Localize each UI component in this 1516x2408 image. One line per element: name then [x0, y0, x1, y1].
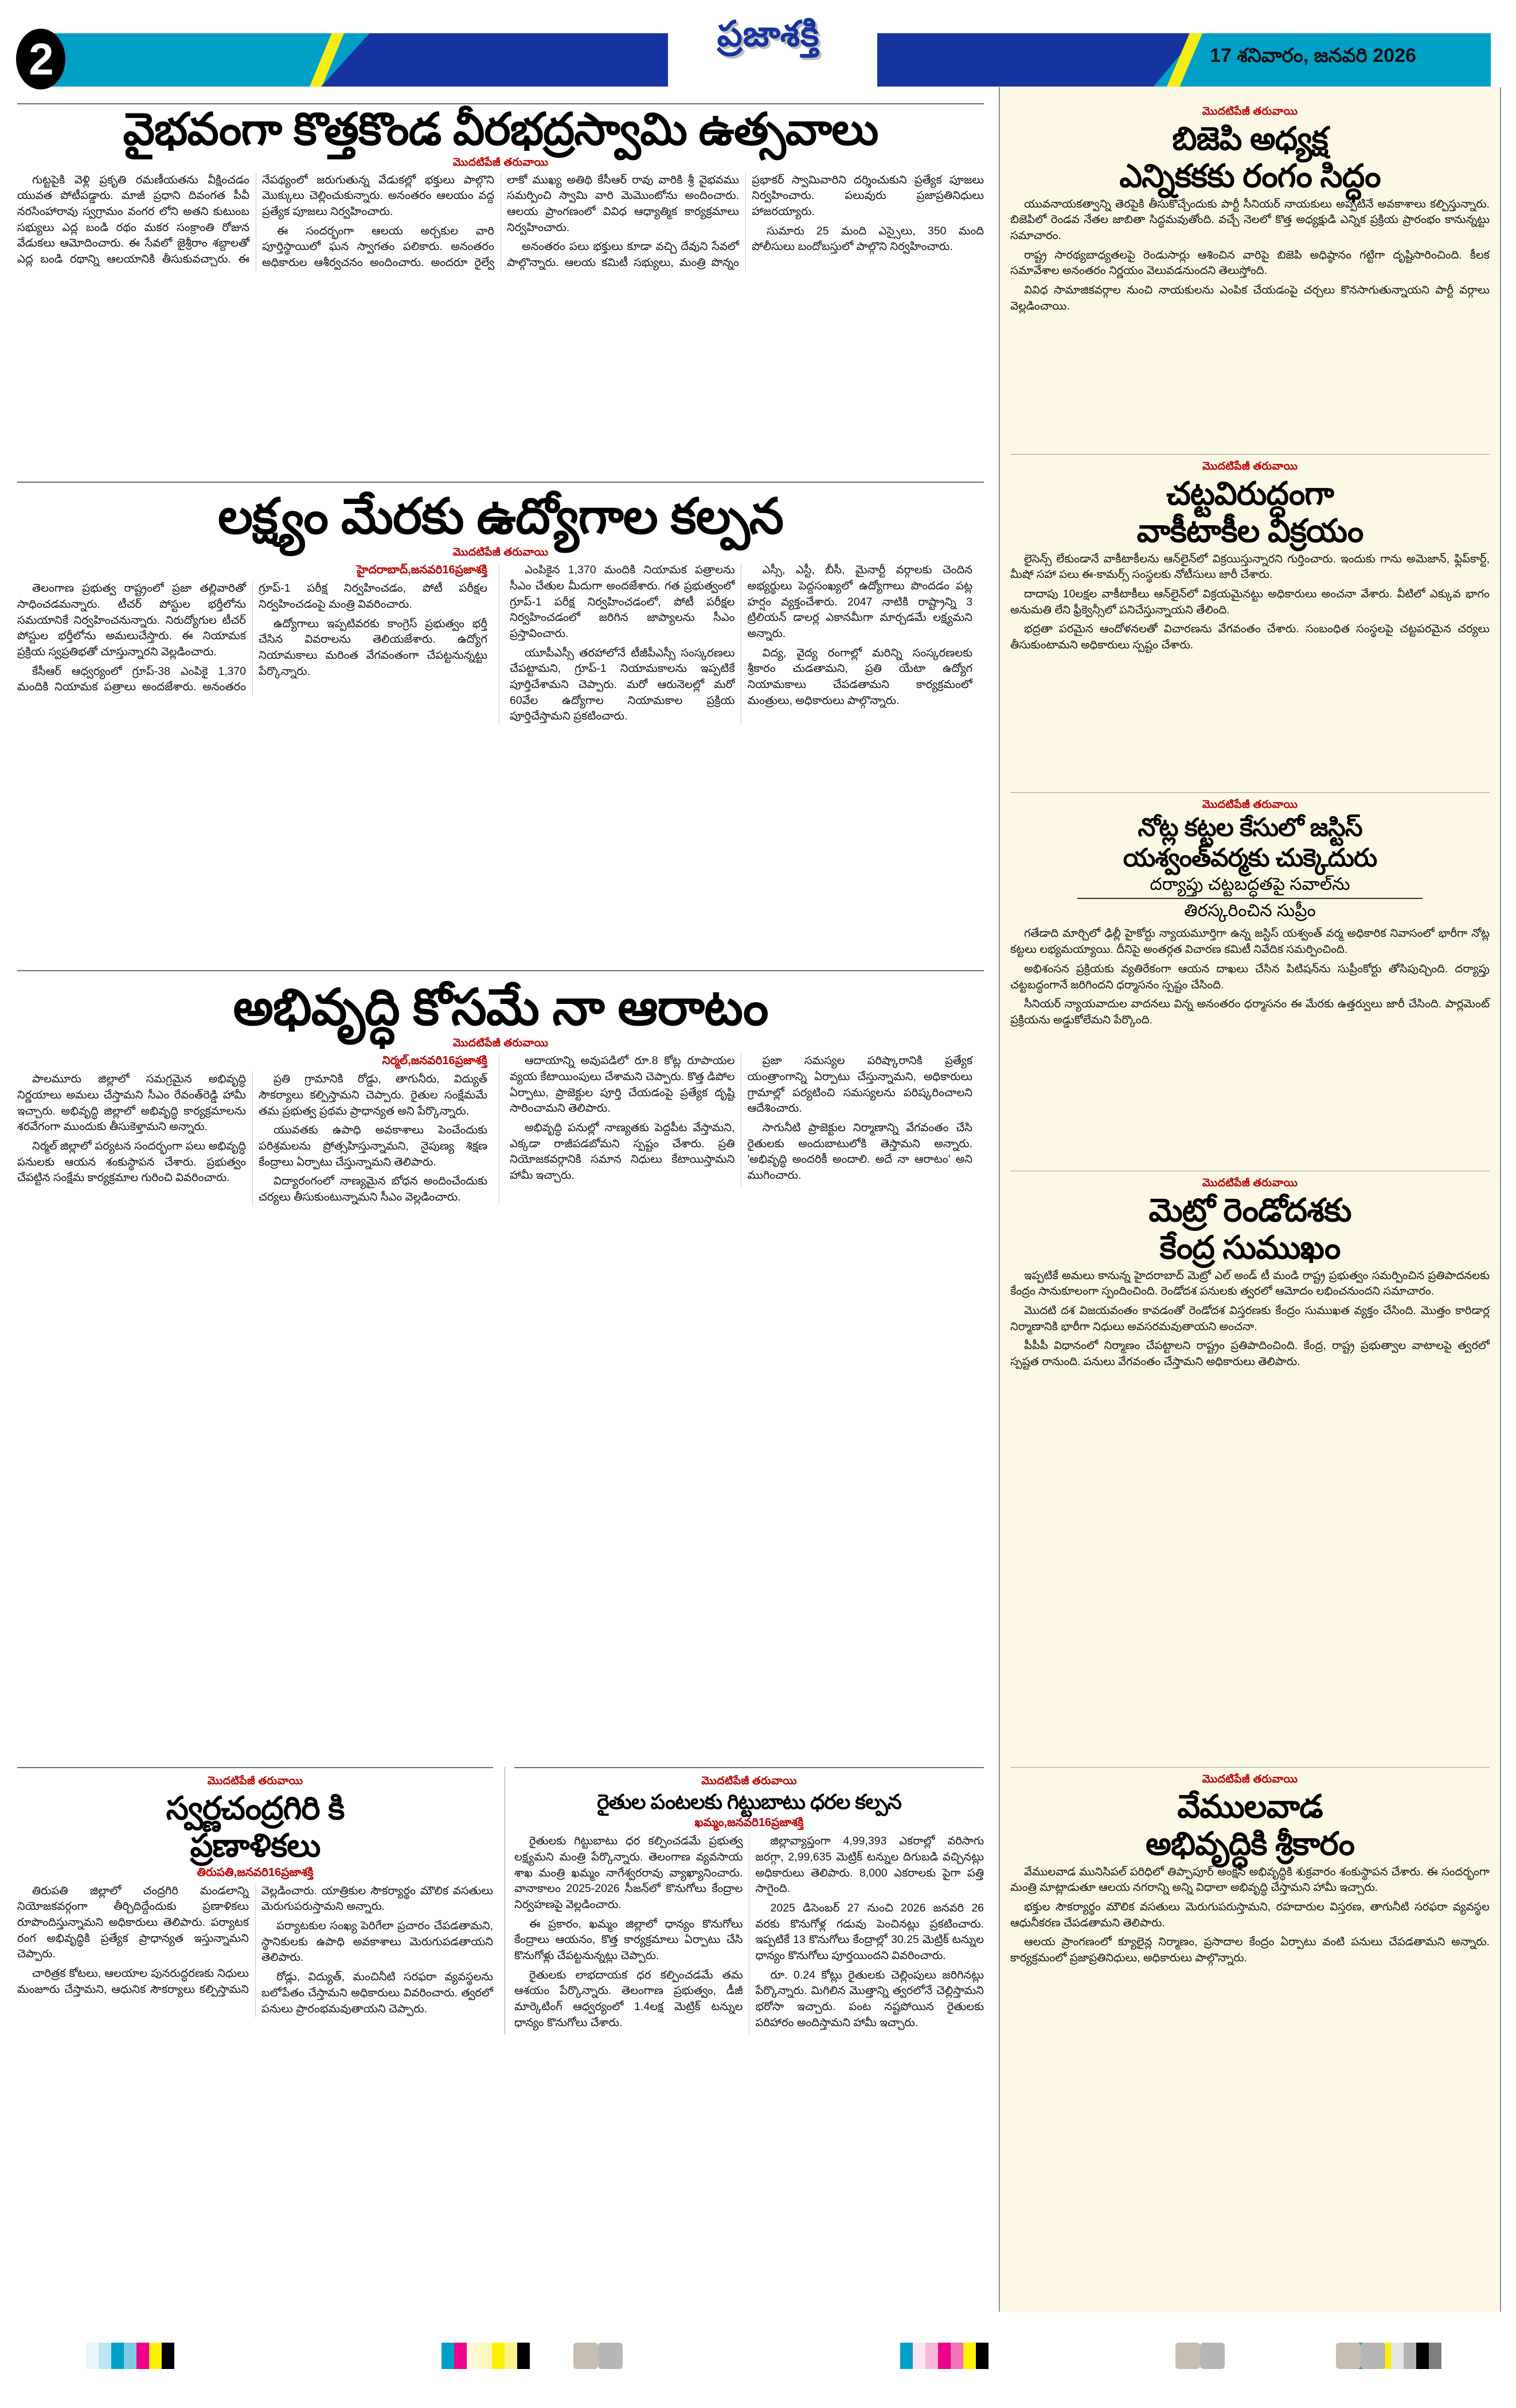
- article-right-half: [499, 562, 972, 725]
- article-headline-line1: చట్టవిరుద్ధంగా: [1166, 475, 1334, 511]
- article-body: [1010, 1268, 1490, 1370]
- color-swatch: [1404, 2343, 1416, 2369]
- masthead: [0, 0, 1516, 87]
- color-swatch: [938, 2343, 951, 2369]
- article-right-half: [499, 1053, 972, 1206]
- paragraph: ఈ ప్రకారం, ఖమ్మం జిల్లాలో ధాన్యం కొనుగోలు కేంద్రాలు ఆయనం, కొత్త కార్యక్రమాలు ఏర్పాటు చేసి కొనుగోళ్లు చేపట్టనున్నట్లు చెప్పారు.: [514, 1917, 743, 1962]
- article-jobs-creation: [17, 482, 984, 725]
- paragraph: గుట్టపైకి వెళ్లి ప్రకృతి రమణీయతను వీక్షించడం యువత పోటీపడ్డారు. మాజీ ప్రధాని దివంగత పీవీ నరసింహారావు స్వగ్రామం వంగర లోని అతని కుటుంబ సభ్యులు ఎద్ల బండి రథం మకర సంక్రాంతి రోజున వేడుకలు ఆమోదించారు. ఈ సేవలో జైశ్రీరాం శబ్దాలతో ఎద్ల బండి రథాన్ని ఆలయానికి తీసుకువచ్చారు. ఈ నేపథ్యంలో జరుగుతున్న వేడుకల్లో భక్తులు పాల్గొని మొక్కులు చెల్లించుకున్నారు. అనంతరం ఆలయం వద్ద ప్రత్యేక పూజలు నిర్వహించారు.: [17, 173, 494, 266]
- color-swatch: [1416, 2343, 1429, 2369]
- registration-dot-3: [1336, 2343, 1385, 2369]
- color-swatch: [505, 2343, 517, 2369]
- article-kicker: మొదటిపేజీ తరువాయి: [701, 1775, 797, 1787]
- article-swarnachandragiri: [17, 1767, 493, 2017]
- article-bjp-president-election: [1010, 103, 1490, 318]
- color-swatch: [441, 2343, 454, 2369]
- paragraph: తెలంగాణ ప్రభుత్వ రాష్ట్రంలో ప్రజా తల్లివారితో సాధించడమన్నారు. టీచర్ పోస్టుల భర్తీలోను సమయానికే నిర్వహించనున్నారు. నిరుద్యోగుల టీచర్ పోస్టుల భర్తీలోను అమలుచేస్తారు. ఈ నియామక ప్రక్రియ స్వప్రతిభతో చూస్తున్నారని వెల్లడించారు.: [17, 582, 246, 658]
- article-justice-yashwant-varma-cash-case: [1010, 792, 1490, 1032]
- rule-top: [1010, 792, 1490, 793]
- color-swatch: [976, 2343, 988, 2369]
- article-left-half: [17, 1053, 487, 1206]
- article-vemulawada-development: [1010, 1767, 1490, 1970]
- article-headline-line1: నోట్ల కట్టల కేసులో జస్టిస్: [1138, 814, 1362, 842]
- article-kicker: మొదటిపేజీ తరువాయి: [1202, 799, 1298, 811]
- article-subhead-line2: తిరస్కరించిన సుప్రీం: [1184, 901, 1316, 920]
- color-swatch: [124, 2343, 136, 2369]
- paragraph: రోడ్లు, విద్యుత్, మంచినీటి సరఫరా వ్యవస్థలను బలోపేతం చేస్తామని అధికారులు వివరించారు. త్వరలో పనులు ప్రారంభమవుతాయని చెప్పారు.: [261, 1971, 493, 2015]
- article-body: [17, 173, 984, 271]
- paragraph: రూ. 0.24 కోట్లు రైతులకు చెల్లింపులు జరిగినట్లు పేర్కొన్నారు. మిగిలిన మొత్తాన్ని త్వరలోనే చెల్లిస్తామని భరోసా ఇచ్చారు. పంట నష్టపోయిన రైతులకు పరిహారం అందిస్తామని హామీ ఇచ్చారు.: [755, 1968, 984, 2029]
- article-kicker: మొదటిపేజీ తరువాయి: [452, 1037, 549, 1050]
- color-registration-bar: [0, 2343, 1516, 2377]
- registration-dot-1: [573, 2343, 623, 2369]
- article-headline-line2: ఎన్నికకకు రంగం సిద్ధం: [1119, 158, 1381, 194]
- page-sheet: [0, 87, 1516, 2329]
- paragraph: సాగునీటి ప్రాజెక్టుల నిర్మాణాన్ని వేగవంతం చేసి రైతులకు అందుబాటులోకి తెస్తామని అన్నారు. 'అభివృద్ధి అందరికీ అందాలి. అదే నా ఆరాటం' అని ముగించారు.: [747, 1121, 972, 1182]
- article-kicker: మొదటిపేజీ తరువాయి: [1202, 460, 1298, 472]
- paragraph: భద్రతా పరమైన ఆందోళనలతో విచారణను వేగవంతం చేశారు. సంబంధిత సంస్థలపై చట్టపరమైన చర్యలు తీసుకుంటామని అధికారులు స్పష్టం చేశారు.: [1010, 623, 1490, 652]
- paragraph: అనంతరం పలు భక్తులు కూడా వచ్చి దేవుని సేవలో పాల్గొన్నారు. ఆలయ కమిటీ సభ్యులు, మంత్రి పొన్నం ప్రభాకర్ స్వామివారిని దర్శించుకుని ప్రత్యేక పూజలు నిర్వహించారు. పలువురు ప్రజాప్రతినిధులు హాజరయ్యారు.: [507, 173, 984, 269]
- registration-dot-half: [1361, 2343, 1385, 2369]
- article-dateline: ఖమ్మం,జనవరి16ప్రజాశక్తి: [694, 1816, 804, 1830]
- paragraph: విద్య, వైద్య రంగాల్లో మరిన్ని సంస్కరణలకు శ్రీకారం చుడతామని, ప్రతి యేటా ఉద్యోగ నియామకాలు చేపడతామని కార్యక్రమంలో మంత్రులు, అధికారులు పాల్గొన్నారు.: [747, 646, 972, 707]
- masthead-band-right-blue: [877, 33, 1198, 87]
- article-body: [1010, 197, 1490, 315]
- paragraph: వివిధ సామాజికవర్గాల నుంచి నాయకులను ఎంపిక చేయడంపై చర్చలు కొనసాగుతున్నాయని పార్టీ వర్గాలు వెల్లడించాయి.: [1010, 284, 1490, 312]
- paragraph: వేములవాడ మునిసిపల్ పరిధిలో తిప్పాపూర్ అంక్షన్ అభివృద్ధికి శుక్రవారం శంకుస్థాపన చేశారు. ఈ సందర్భంగా మంత్రి మాట్లాడుతూ ఆలయ నగరాన్ని అన్ని విధాలా అభివృద్ధి చేస్తామని హామీ ఇచ్చారు.: [1010, 1865, 1490, 1894]
- paragraph: సుమారు 25 మంది ఎస్సైలు, 350 మంది పోలీసులు బందోబస్తులో పాల్గొని నిర్వహించారు.: [752, 224, 984, 253]
- paragraph: విద్యారంగంలో నాణ్యమైన బోధన అందించేందుకు చర్యలు తీసుకుంటున్నామని సీఎం వెల్లడించారు.: [259, 1175, 487, 1204]
- article-body-continued: [510, 1053, 972, 1187]
- paragraph: ఎంపికైన 1,370 మందికి నియామక పత్రాలను సీఎం చేతుల మీదుగా అందజేశారు. గత ప్రభుత్వంలో గ్రూప్-1 పరీక్ష నిర్వహించడంలో, పోటీ పరీక్షల నిర్వహించడంలో జరిగిన జాప్యాలను సీఎం ప్రస్తావించారు.: [510, 564, 735, 640]
- paragraph: భక్తుల సౌకర్యార్థం మౌలిక వసతులు మెరుగుపరుస్తామని, రహదారుల విస్తరణ, తాగునీటి సరఫరా వ్యవస్థల ఆధునీకరణ చేపడతామని తెలిపారు.: [1010, 1901, 1490, 1929]
- subhead-divider: [1077, 898, 1423, 899]
- paragraph: గతేడాది మార్చిలో ఢిల్లీ హైకోర్టు న్యాయమూర్తిగా ఉన్న జస్టిస్ యశ్వంత్ వర్మ అధికారిక నివాసంలో భారీగా నోట్ల కట్టలు లభ్యమయ్యాయి. దీనిపై అంతర్గత విచారణ కమిటీ నివేదిక సమర్పించింది.: [1010, 927, 1490, 956]
- color-swatch: [454, 2343, 467, 2369]
- article-dateline: తిరుపతి,జనవరి16ప్రజాశక్తి: [197, 1866, 314, 1879]
- article-headline-line2: యశ్వంత్‌వర్మకు చుక్కెదురు: [1123, 843, 1377, 872]
- registration-dot-half: [1175, 2343, 1200, 2369]
- registration-dot-half: [573, 2343, 598, 2369]
- article-body: [17, 1072, 487, 1206]
- paragraph: తిరుపతి జిల్లాలో చంద్రగిరి మండలాన్ని నియోజకవర్గంగా తీర్చిదిద్దేందుకు ప్రణాళికలు రూపొందిస్తున్నామని అధికారులు తెలిపారు. పర్యాటక రంగ అభివృద్ధికి ప్రత్యేక ప్రాధాన్యత ఇస్తున్నామని చెప్పారు.: [17, 1884, 249, 1961]
- color-swatch: [951, 2343, 963, 2369]
- registration-dot-2: [1175, 2343, 1225, 2369]
- article-headline-line1: స్వర్ణచంద్రగిరి కి: [166, 1790, 345, 1826]
- color-swatch: [963, 2343, 976, 2369]
- article-columns-wrapper: [17, 562, 984, 725]
- paragraph: దాదాపు 10లక్షల వాకీటాకీలు ఆన్‌లైన్‌లో విక్రయమైనట్టు అధికారులు అంచనా వేశారు. వీటిలో ఎక్కువ భాగం అనుమతి లేని ఫ్రీక్వెన్సీలో పనిచేస్తున్నాయని తేలింది.: [1010, 588, 1490, 616]
- color-swatch-group-1: [86, 2343, 174, 2369]
- article-headline-line2: వాకీటాకీల విక్రయం: [1136, 513, 1363, 549]
- paragraph: పీపీపీ విధానంలో నిర్మాణం చేపట్టాలని రాష్ట్రం ప్రతిపాదించింది. కేంద్ర, రాష్ట్ర ప్రభుత్వాల వాటాలపై త్వరలో స్పష్టత రానుంది. పనులు వేగవంతం చేస్తామని అధికారులు తెలిపారు.: [1010, 1339, 1490, 1369]
- article-headline: లక్ష్యం మేరకు ఉద్యోగాల కల్పన: [217, 489, 784, 544]
- article-development-struggle: [17, 970, 984, 1206]
- article-body: [514, 1834, 984, 2034]
- article-headline-line1: మెట్రో రెండోదశకు: [1148, 1192, 1351, 1228]
- article-headline: రైతుల పంటలకు గిట్టుబాటు ధరల కల్పన: [597, 1790, 901, 1813]
- article-headline-line2: అభివృద్ధికి శ్రీకారం: [1146, 1825, 1354, 1862]
- color-swatch: [925, 2343, 938, 2369]
- article-body: [1010, 552, 1490, 654]
- color-swatch: [136, 2343, 149, 2369]
- article-body: [1010, 926, 1490, 1028]
- newspaper-title: ప్రజాశక్తి: [717, 14, 820, 54]
- color-swatch: [86, 2343, 99, 2369]
- article-body-continued: [510, 562, 972, 725]
- paragraph: రాష్ట్ర సారథ్యబాధ్యతలపై రెండుసార్లు ఆశించిన వారిపై బిజెపి అధిష్ఠానం గట్టిగా దృష్టిసారించింది. కీలక సమావేశాల అనంతరం నిర్ణయం వెలువడనుందని తెలుస్తోంది.: [1010, 248, 1490, 277]
- article-headline-line1: వేములవాడ: [1177, 1788, 1323, 1824]
- color-swatch: [149, 2343, 162, 2369]
- masthead-band-left-blue: [321, 33, 668, 87]
- color-swatch: [479, 2343, 492, 2369]
- rule-top: [17, 1767, 493, 1768]
- paragraph: 2025 డిసెంబర్ 27 నుంచి 2026 జనవరి 26 వరకు కొనుగోళ్ల గడువు పెంచినట్లు ప్రకటించారు. ఇప్పటికే 13 కొనుగోలు కేంద్రాల్లో 30.25 మెట్రిక్ టన్నుల ధాన్యం కొనుగోలు పూర్తయిందని వివరించారు.: [755, 1901, 984, 1962]
- article-farmer-prices: [505, 1767, 984, 2034]
- article-dateline: హైదరాబాద్,జనవరి16ప్రజాశక్తి: [356, 564, 487, 577]
- article-headline-line2: కేంద్ర సుముఖం: [1159, 1229, 1341, 1266]
- paragraph: ఇప్పటికే అమలు కానున్న హైదరాబాద్ మెట్రో ఎల్ అండ్ టీ మండి రాష్ట్ర ప్రభుత్వం సమర్పించిన ప్రతిపాదనలకు కేంద్రం సానుకూలంగా స్పందించింది. రెండోదశ పనులకు త్వరలో ఆమోదం లభించనుందని సమాచారం.: [1010, 1269, 1490, 1298]
- paragraph: ఎస్సీ, ఎస్టీ, బీసీ, మైనార్టీ వర్గాలకు చెందిన అభ్యర్థులు పెద్దసంఖ్యలో ఉద్యోగాలు పొందడం పట్ల హర్షం వ్యక్తంచేశారు. 2047 నాటికి రాష్ట్రాన్ని 3 ట్రిలియన్ డాలర్ల ఎకానమీగా మార్చడమే లక్ష్యమని అన్నారు.: [747, 564, 972, 640]
- rule-top: [514, 1767, 984, 1768]
- article-body: [17, 581, 487, 695]
- paragraph: మొదటి దశ విజయవంతం కావడంతో రెండోదశ విస్తరణకు కేంద్రం సుముఖత వ్యక్తం చేసింది. మొత్తం కారిడార్ల నిర్మాణానికి భారీగా నిధులు అవసరమవుతాయని అంచనా.: [1010, 1304, 1490, 1333]
- paragraph: పర్యాటకుల సంఖ్య పెరిగేలా ప్రచారం చేపడతామని, స్థానికులకు ఉపాధి అవకాశాలు మెరుగుపడతాయని తెలిపారు.: [261, 1920, 493, 1964]
- color-swatch: [162, 2343, 174, 2369]
- paragraph: సీనియర్ న్యాయవాదుల వాదనలు విన్న అనంతరం ధర్మాసనం ఈ మేరకు ఉత్తర్వులు జారీ చేసింది. పార్లమెంట్ ప్రక్రియను అడ్డుకోలేమని పేర్కొంది.: [1010, 998, 1490, 1026]
- paragraph: ఆలయ ప్రాంగణంలో క్యూలైన్ల నిర్మాణం, ప్రసాదాల కేంద్రం ఏర్పాటు వంటి పనులు చేపడతామని అన్నారు. కార్యక్రమంలో ప్రజాప్రతినిధులు, అధికారులు పాల్గొన్నారు.: [1010, 1936, 1490, 1965]
- color-swatch: [1429, 2343, 1441, 2369]
- article-kicker: మొదటిపేజీ తరువాయి: [1202, 1773, 1298, 1785]
- color-swatch: [492, 2343, 505, 2369]
- rule-top: [1010, 1767, 1490, 1768]
- paragraph: జిల్లావ్యాప్తంగా 4,99,393 ఎకరాల్లో వరిసాగు జరగ్గా, 2,99,635 మెట్రిక్ టన్నుల దిగుబడి వచ్చినట్లు అధికారులు తెలిపారు. 8,000 ఎకరాలకు పైగా పత్తి సాగైంది.: [755, 1835, 984, 1895]
- article-kicker: మొదటిపేజీ తరువాయి: [1202, 1177, 1298, 1189]
- paragraph: నిర్మల్ జిల్లాలో పర్యటన సందర్భంగా పలు అభివృద్ధి పనులకు ఆయన శంకుస్థాపన చేశారు. ప్రభుత్వం చేపట్టిన సంక్షేమ కార్యక్రమాల గురించి వివరించారు.: [17, 1140, 246, 1185]
- article-headline-line2: ప్రణాళికలు: [190, 1827, 321, 1864]
- color-swatch-group-3: [441, 2343, 530, 2369]
- color-swatch-group-2: [900, 2343, 988, 2369]
- article-dateline: నిర్మల్,జనవరి16ప్రజాశక్తి: [382, 1054, 487, 1068]
- publication-date: 17 శనివారం, జనవరి 2026: [1210, 45, 1416, 67]
- paragraph: కేసీఆర్ ఆధ్వర్యంలో గ్రూప్-38 ఎంపికై 1,370 మందికి నియామక పత్రాలు అందజేశారు. అనంతరం గ్రూప్-1 పరీక్ష నిర్వహించడం, పోటీ పరీక్షల నిర్వహించడంపై మంత్రి వివరించారు.: [17, 582, 487, 694]
- rule-top: [1010, 454, 1490, 455]
- color-swatch: [99, 2343, 111, 2369]
- article-left-half: [17, 562, 487, 725]
- article-subhead-line1: దర్యాప్తు చట్టబద్ధతపై సవాల్‌ను: [1150, 875, 1350, 894]
- article-headline-line1: బిజెపి అధ్యక్ష: [1172, 120, 1328, 157]
- paragraph: ప్రతి గ్రామానికి రోడ్డు, తాగునీరు, విద్యుత్ సౌకర్యాలు కల్పిస్తామని చెప్పారు. రైతుల సంక్షేమమే తమ ప్రభుత్వ ప్రథమ ప్రాధాన్యత అని పేర్కొన్నారు.: [259, 1073, 487, 1117]
- paragraph: ఆదాయాన్ని అవుపడిలో రూ.8 కోట్ల రూపాయల వ్యయ కేటాయింపులు చేశామని చెప్పారు. కొత్త డిపోల ఏర్పాటు, ప్రాజెక్టుల పూర్తి చేయడంపై ప్రత్యేక దృష్టి సారించామని తెలిపారు.: [510, 1054, 735, 1115]
- article-headline: వైభవంగా కొత్తకొండ వీరభద్రస్వామి ఉత్సవాలు: [123, 104, 878, 154]
- article-headline: అభివృద్ధి కోసమే నా ఆరాటం: [233, 979, 768, 1035]
- article-kothakonda-festival: [17, 103, 984, 271]
- registration-dot-half: [1336, 2343, 1361, 2369]
- article-kicker: మొదటిపేజీ తరువాయి: [452, 156, 549, 169]
- paragraph: యూపీఎస్సీ తరహాలోనే టీజీపీఎస్సీ సంస్కరణలు చేపట్టామని, గ్రూప్-1 నియామకాలను ఇప్పటికే పూర్తిచేశామని చెప్పారు. మరో ఆరునెలల్లో మరో 60వేల ఉద్యోగాల నియామకాల ప్రక్రియ పూర్తిచేస్తామని ప్రకటించారు.: [510, 646, 735, 723]
- article-kicker: మొదటిపేజీ తరువాయి: [452, 546, 549, 559]
- color-swatch: [1391, 2343, 1404, 2369]
- page-number-badge: 2: [16, 29, 65, 89]
- article-metro-phase-two: [1010, 1171, 1490, 1374]
- paragraph: ప్రజా సమస్యల పరిష్కారానికి ప్రత్యేక యంత్రాంగాన్ని ఏర్పాటు చేస్తున్నామని, అధికారులు గ్రామాల్లో పర్యటించి సమస్యలను పరిష్కరించాలని ఆదేశించారు.: [747, 1054, 972, 1115]
- color-swatch: [900, 2343, 913, 2369]
- rule-top: [17, 970, 984, 971]
- color-swatch: [517, 2343, 530, 2369]
- color-swatch: [913, 2343, 925, 2369]
- article-illegal-walkie-talkie-sales: [1010, 454, 1490, 657]
- article-columns-wrapper: [17, 1053, 984, 1206]
- paragraph: చారిత్రక కోటలు, ఆలయాల పునరుద్ధరణకు నిధులు మంజూరు చేస్తామని, ఆధునిక సౌకర్యాలు కల్పిస్తామని వెల్లడించారు. యాత్రికుల సౌకర్యార్థం మౌలిక వసతులు మెరుగుపరుస్తామని అన్నారు.: [17, 1884, 493, 1996]
- paragraph: అభివృద్ధి పనుల్లో నాణ్యతకు పెద్దపీట వేస్తామని, ఎక్కడా రాజీపడబోమని స్పష్టం చేశారు. ప్రతి నియోజకవర్గానికి సమాన నిధులు కేటాయిస్తామని హామీ ఇచ్చారు.: [510, 1121, 735, 1182]
- article-kicker: మొదటిపేజీ తరువాయి: [1202, 105, 1298, 118]
- rule-top: [17, 482, 984, 483]
- paragraph: పాలమూరు జిల్లాలో సమగ్రమైన అభివృద్ధి నిర్ణయాలు అమలు చేస్తామని సీఎం రేవంత్‌రెడ్డి హామీ ఇచ్చారు. అభివృద్ధి జిల్లాలో అభివృద్ధి కార్యక్రమాలను శరవేగంగా ముందుకు తీసుకెళ్తామని అన్నారు.: [17, 1073, 246, 1133]
- article-body: [17, 1883, 493, 2018]
- paragraph: అభిశంసన ప్రక్రియకు వ్యతిరేకంగా ఆయన దాఖలు చేసిన పిటిషన్‌ను సుప్రీంకోర్టు తోసిపుచ్చింది. దర్యాప్తు చట్టబద్ధంగానే జరిగిందని ధర్మాసనం స్పష్టం చేసింది.: [1010, 962, 1490, 991]
- article-body: [1010, 1864, 1490, 1967]
- paragraph: రైతులకు గిట్టుబాటు ధర కల్పించడమే ప్రభుత్వ లక్ష్యమని మంత్రి పేర్కొన్నారు. తెలంగాణ వ్యవసాయ శాఖ మంత్రి ఖమ్మం నాగేశ్వరరావు వ్యాఖ్యానించారు. వానాకాలం 2025-2026 సీజన్‌లో కొనుగోలు కేంద్రాల నిర్వహణపై వెల్లడించారు.: [514, 1835, 743, 1911]
- registration-dot-half: [1200, 2343, 1225, 2369]
- paragraph: యువతకు ఉపాధి అవకాశాలు పెంచేందుకు పరిశ్రమలను ప్రోత్సహిస్తున్నామని, నైపుణ్య శిక్షణ కేంద్రాలు ఏర్పాటు చేస్తున్నామని తెలిపారు.: [259, 1124, 487, 1168]
- paragraph: ఈ సందర్భంగా ఆలయ అర్చకుల వారి పూర్తిస్థాయిలో ఘన స్వాగతం పలికారు. అనంతరం అధికారుల ఆశీర్వచనం అందించారు. అందరూ రైల్వే లాకో ముఖ్య అతిథి కేసీఆర్ రావు వారికి శ్రీ వైభవము సమర్పించి స్వామి వారి మెమొంటోను అందించారు. ఆలయ ప్రాంగణంలో వివిధ ఆధ్యాత్మిక కార్యక్రమాలు నిర్వహించారు.: [262, 173, 739, 269]
- paragraph: లైసెన్స్ లేకుండానే వాకీటాకీలను ఆన్‌లైన్‌లో విక్రయిస్తున్నారని గుర్తించారు. ఇందుకు గాను అమెజాన్, ఫ్లిప్‌కార్ట్, మీషో సహా పలు ఈ-కామర్స్ సంస్థలకు నోటీసులు జారీ చేశారు.: [1010, 552, 1490, 581]
- paragraph: రైతులకు లాభదాయక ధర కల్పించడమే తమ ఆశయం పేర్కొన్నారు. తెలంగాణ ప్రభుత్వం, డీజీ మార్కెటింగ్ ఆధ్వర్యంలో 1.4లక్ష మెట్రిక్ టన్నుల ధాన్యం కొనుగోలు చేశారు.: [514, 1968, 743, 2029]
- color-swatch: [111, 2343, 124, 2369]
- paragraph: ఉద్యోగాలు ఇప్పటివరకు కాంగ్రెస్ ప్రభుత్వం భర్తీ చేసిన వివరాలను తెలియజేశారు. ఉద్యోగ నియామకాలు మరింత వేగవంతంగా చేపట్టనున్నట్టు పేర్కొన్నారు.: [259, 617, 487, 678]
- registration-dot-half: [598, 2343, 623, 2369]
- article-kicker: మొదటిపేజీ తరువాయి: [207, 1775, 303, 1787]
- paragraph: యువనాయకత్వాన్ని తెరపైకి తీసుకొచ్చేందుకు పార్టీ సీనియర్ నాయకులు అప్పటినే అవకాశాలు కల్పిస్తున్నారు. బిజెపిలో రెండవ నేతల జాబితా సిద్ధమవుతోంది. వచ్చే నెలలో కొత్త అధ్యక్షుడి ఎన్నిక ప్రక్రియ ప్రారంభం కానున్నట్టు సమాచారం.: [1010, 197, 1490, 243]
- color-swatch: [467, 2343, 479, 2369]
